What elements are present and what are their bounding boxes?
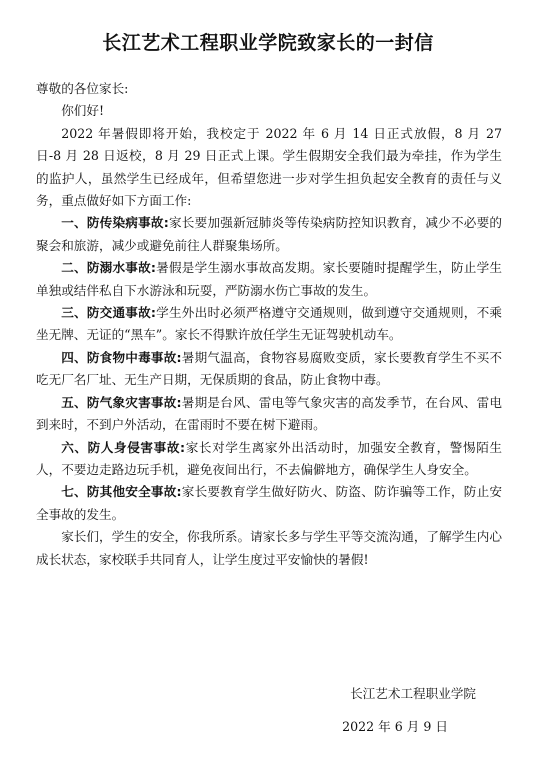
item-heading: 二、防溺水事故: <box>61 260 156 276</box>
letter-title: 长江艺术工程职业学院致家长的一封信 <box>102 32 434 54</box>
letter-date: 2022 年 6 月 9 日 <box>342 719 448 734</box>
item-heading: 四、防食物中毒事故: <box>61 349 182 365</box>
item-text: 家长要教育学生做好防火、防盗、防诈骗等工作，防止安全事故的发生。 <box>36 484 502 522</box>
item-text: 家长对学生离家外出活动时，加强安全教育，警惕陌生人，不要边走路边玩手机，避免夜间出行，不去偏僻地方，确保学生人身安全。 <box>36 439 502 477</box>
item-heading: 六、防人身侵害事故: <box>61 439 186 455</box>
closing-paragraph: 家长们，学生的安全，你我所系。请家长多与学生平等交流沟通，了解学生内心成长状态，家校联手共同育人，让学生度过平安愉快的暑假! <box>36 529 502 567</box>
item-heading: 五、防气象灾害事故: <box>61 394 182 410</box>
item-personal-safety <box>36 437 502 482</box>
item-text: 暑期是台风、雷电等气象灾害的高发季节，在台风、雷电到来时，不到户外活动，在雷雨时不要在树下避雨。 <box>36 394 502 433</box>
greeting: 你们好! <box>61 103 105 119</box>
item-infectious-disease <box>36 212 502 257</box>
item-heading: 七、防其他安全事故: <box>61 484 182 500</box>
item-weather <box>36 392 502 437</box>
item-other-safety <box>36 481 502 526</box>
intro-paragraph: 2022 年暑假即将开始，我校定于 2022 年 6 月 14 日正式放假，8 月 27 日-8 月 28 日返校，8 月 29 日正式上课。学生假期安全我们最为牵挂，作为学生的监护人，虽然学生已经成年，但希望您进一步对学生担负起安全教育的责任与义务，重点做好如下方面工作: <box>36 125 502 209</box>
item-drowning <box>36 257 502 302</box>
item-text: 暑假是学生溺水事故高发期。家长要随时提醒学生，防止学生单独或结伴私自下水游泳和玩耍，严防溺水伤亡事故的发生。 <box>36 260 503 298</box>
item-text: 暑期气温高，食物容易腐败变质，家长要教育学生不买不吃无厂名厂址、无生产日期，无保质期的食品，防止食物中毒。 <box>36 349 502 388</box>
item-food-poisoning <box>36 347 502 392</box>
signature: 长江艺术工程职业学院 <box>350 686 476 701</box>
salutation: 尊敬的各位家长: <box>36 81 129 96</box>
item-text: 学生外出时必须严格遵守交通规则，做到遵守交通规则，不乘坐无牌、无证的“黑车”。家长不得默许放任学生无证驾驶机动车。 <box>36 305 503 343</box>
item-heading: 三、防交通事故: <box>61 305 156 321</box>
item-traffic <box>36 302 502 347</box>
letter-body <box>36 78 502 571</box>
item-text: 家长要加强新冠肺炎等传染病防控知识教育，减少不必要的聚会和旅游，减少或避免前往人群聚集场所。 <box>36 215 502 253</box>
item-heading: 一、防传染病事故: <box>61 215 169 231</box>
